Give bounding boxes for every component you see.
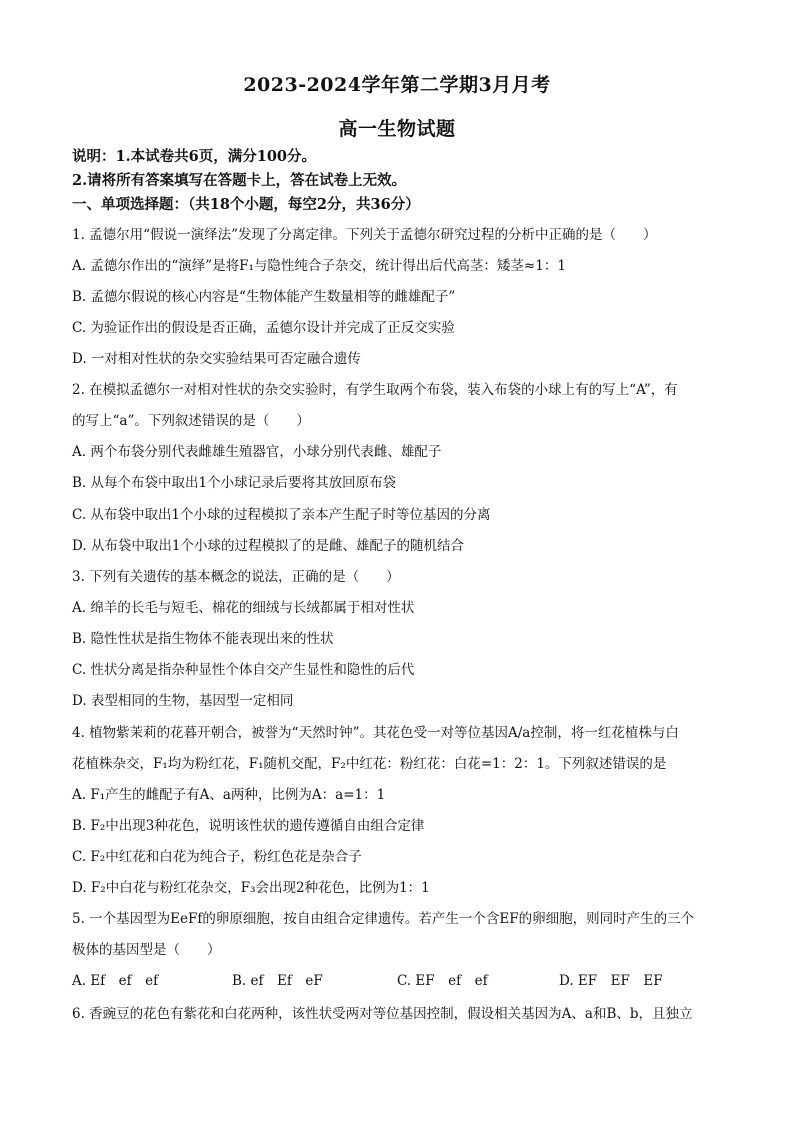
question-5-option-d: D. EF EF EF <box>559 973 663 989</box>
question-5-option-b: B. ef Ef eF <box>232 973 323 989</box>
instructions-line-2: 2.请将所有答案填写在答题卡上，答在试卷上无效。 <box>72 172 407 189</box>
question-2-option-a: A. 两个布袋分别代表雌雄生殖器官，小球分别代表雌、雄配子 <box>72 444 442 460</box>
question-6-stem-line-1: 6. 香豌豆的花色有紫花和白花两种，该性状受两对等位基因控制，假设相关基因为A、a和B、b，且独立 <box>72 1006 693 1022</box>
question-2-stem-line-2: 的写上“a”。下列叙述错误的是（ ） <box>72 413 310 429</box>
question-1-option-b: B. 孟德尔假说的核心内容是“生物体能产生数量相等的雌雄配子” <box>72 289 456 305</box>
instructions-line-1: 说明：1.本试卷共6页，满分100分。 <box>72 148 316 165</box>
question-2-option-d: D. 从布袋中取出1个小球的过程模拟了的是雌、雄配子的随机结合 <box>72 538 465 554</box>
question-3-option-d: D. 表型相同的生物，基因型一定相同 <box>72 693 294 709</box>
question-4-stem-line-1: 4. 植物紫茉莉的花暮开朝合，被誉为“天然时钟”。其花色受一对等位基因A/a控制，将一红花植株与白 <box>72 725 679 741</box>
question-1-option-a: A. 孟德尔作出的“演绎”是将F₁与隐性纯合子杂交，统计得出后代高茎：矮茎≈1：1 <box>72 258 566 274</box>
question-5-options <box>72 972 732 990</box>
question-4-stem-line-2: 花植株杂交，F₁均为粉红花，F₁随机交配，F₂中红花：粉红花：白花=1：2：1。下列叙述错误的是 <box>72 756 667 772</box>
question-5-option-c: C. EF ef ef <box>397 973 488 989</box>
question-3-option-c: C. 性状分离是指杂种显性个体自交产生显性和隐性的后代 <box>72 662 415 678</box>
question-5-stem-line-1: 5. 一个基因型为EeFf的卵原细胞，按自由组合定律遗传。若产生一个含EF的卵细胞，则同时产生的三个 <box>72 911 695 927</box>
exam-title: 2023-2024学年第二学期3月月考 <box>243 74 551 96</box>
section-heading: 一、单项选择题：（共18个小题，每空2分，共36分） <box>72 196 420 213</box>
question-3-option-a: A. 绵羊的长毛与短毛、棉花的细绒与长绒都属于相对性状 <box>72 600 415 616</box>
question-2-option-c: C. 从布袋中取出1个小球的过程模拟了亲本产生配子时等位基因的分离 <box>72 507 491 523</box>
question-3-stem: 3. 下列有关遗传的基本概念的说法，正确的是（ ） <box>72 569 400 585</box>
question-4-option-d: D. F₂中白花与粉红花杂交，F₃会出现2种花色，比例为1：1 <box>72 880 430 896</box>
question-5-stem-line-2: 极体的基因型是（ ） <box>72 942 221 958</box>
exam-subtitle: 高一生物试题 <box>338 118 456 140</box>
question-2-option-b: B. 从每个布袋中取出1个小球记录后要将其放回原布袋 <box>72 475 397 491</box>
question-1-stem: 1. 孟德尔用“假说一演绎法”发现了分离定律。下列关于孟德尔研究过程的分析中正确的是（ ） <box>72 227 657 243</box>
question-4-option-a: A. F₁产生的雌配子有A、a两种，比例为A：a=1：1 <box>72 787 386 803</box>
question-1-option-c: C. 为验证作出的假设是否正确，孟德尔设计并完成了正反交实验 <box>72 320 455 336</box>
question-4-option-b: B. F₂中出现3种花色，说明该性状的遗传遵循自由组合定律 <box>72 818 425 834</box>
question-3-option-b: B. 隐性性状是指生物体不能表现出来的性状 <box>72 631 334 647</box>
question-1-option-d: D. 一对相对性状的杂交实验结果可否定融合遗传 <box>72 351 361 367</box>
question-4-option-c: C. F₂中红花和白花为纯合子，粉红色花是杂合子 <box>72 849 362 865</box>
question-5-option-a: A. Ef ef ef <box>72 973 159 989</box>
question-2-stem-line-1: 2. 在模拟孟德尔一对相对性状的杂交实验时，有学生取两个布袋，装入布袋的小球上有的写上“A”，有 <box>72 382 678 398</box>
